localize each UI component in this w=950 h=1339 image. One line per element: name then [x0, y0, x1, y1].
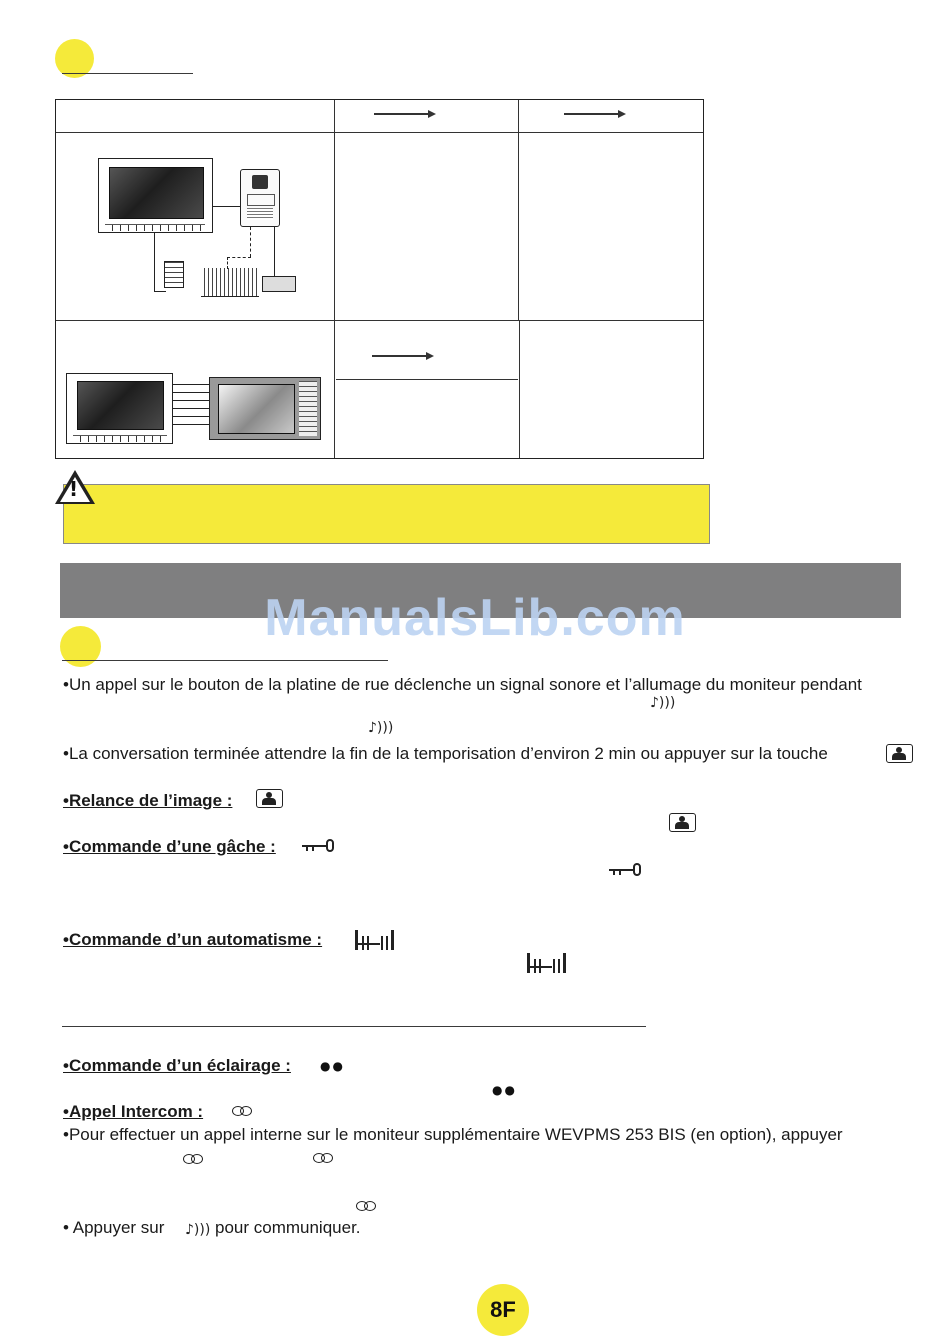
bullet-end-conversation: •La conversation terminée attendre la fin de la temporisation d’environ 2 min ou appuyer sur la touche: [63, 744, 828, 763]
appuyer-suffix: pour communiquer.: [215, 1218, 361, 1237]
section-rule-2: [62, 660, 388, 661]
section-rule-1: [62, 73, 193, 74]
double-dot-icon: ●●: [492, 1083, 517, 1097]
gate-icon: [527, 953, 567, 973]
table-col-divider-2: [518, 100, 519, 320]
table-row-divider-1: [56, 132, 703, 133]
phone-sound-icon: ♪))): [185, 1222, 211, 1238]
gate-drawing: [201, 268, 259, 297]
key-icon: [302, 838, 340, 854]
page-number: 8F: [477, 1284, 529, 1336]
intercom-rings-icon: [183, 1154, 207, 1166]
table-col-divider-3: [519, 320, 520, 458]
extra-monitor-drawing: [209, 377, 321, 440]
power-supply-drawing: [164, 261, 184, 288]
heading-relance-image: •Relance de l’image :: [63, 791, 233, 810]
camera-person-icon: [669, 813, 696, 832]
monitor-drawing: [98, 158, 213, 233]
heading-commande-automatisme: •Commande d’un automatisme :: [63, 930, 323, 949]
camera-person-icon: [886, 744, 913, 763]
main-monitor-drawing: [66, 373, 173, 444]
divider-rule: [62, 1026, 646, 1027]
bullet-call-line1: •Un appel sur le bouton de la platine de rue déclenche un signal sonore et l’allumage du moniteur pendant: [63, 675, 862, 694]
warning-box: [63, 484, 710, 544]
door-station-drawing: [240, 169, 280, 227]
double-dot-icon: ●●: [320, 1059, 345, 1073]
intercom-rings-icon: [356, 1201, 380, 1213]
camera-person-icon: [256, 789, 283, 808]
heading-commande-eclairage: •Commande d’un éclairage :: [63, 1056, 291, 1075]
table-row-divider-3: [336, 379, 518, 380]
heading-commande-gache: •Commande d’une gâche :: [63, 837, 276, 856]
gate-icon: [355, 930, 395, 950]
intercom-instruction: •Pour effectuer un appel interne sur le moniteur supplémentaire WEVPMS 253 BIS (en option), appuyer: [63, 1125, 843, 1144]
intercom-rings-icon: [313, 1153, 337, 1165]
watermark: ManualsLib.com: [264, 589, 686, 647]
table-col-divider-1: [334, 100, 335, 458]
key-icon: [609, 862, 647, 878]
table-row-divider-2: [56, 320, 703, 321]
heading-appel-intercom: •Appel Intercom :: [63, 1102, 204, 1121]
arrow-header-1: [374, 113, 432, 115]
appuyer-prefix: • Appuyer sur: [63, 1218, 165, 1237]
phone-sound-icon: ♪))): [650, 695, 676, 711]
arrow-row2: [372, 355, 430, 357]
phone-sound-icon: ♪))): [368, 720, 394, 736]
lock-drawing: [262, 276, 296, 292]
intercom-rings-icon: [232, 1106, 256, 1118]
arrow-header-2: [564, 113, 622, 115]
